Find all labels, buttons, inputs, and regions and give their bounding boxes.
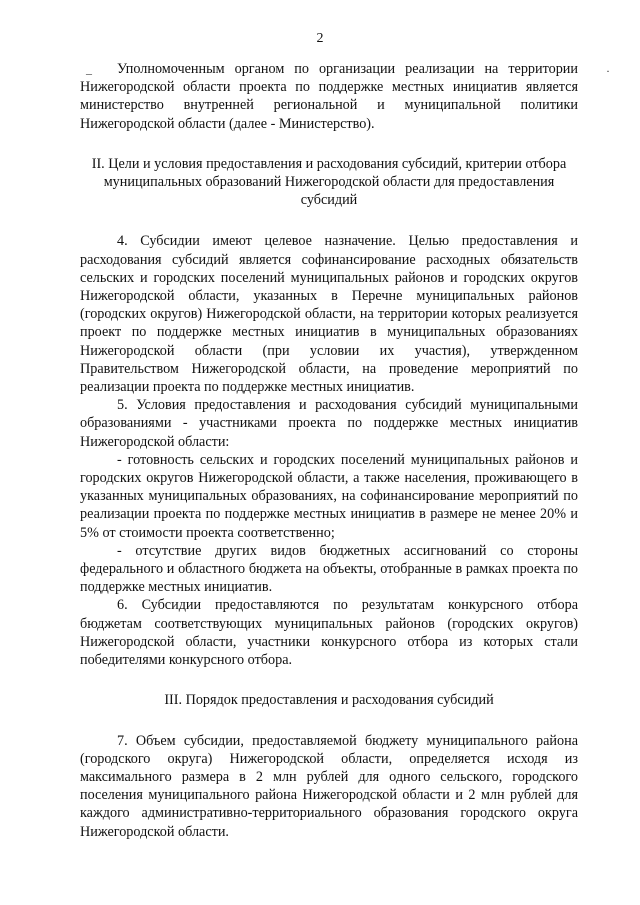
paragraph-5-item-1: - готовность сельских и городских поселений муниципальных районов и городских округов Нижегородской области, а также населения, проживающего в указанных муниципальных образованиях, на софинансирование мероприятий по реализации проекта по поддержке местных инициатив в размере не менее 20% и 5% от стоимости проекта соответственно; xyxy=(80,451,578,541)
paragraph-5: 5. Условия предоставления и расходования субсидий муниципальными образованиями - участниками проекта по поддержке местных инициатив Нижегородской области: xyxy=(80,397,578,450)
section-heading-2: II. Цели и условия предоставления и расходования субсидий, критерии отбора муниципальных образований Нижегородской области для предоставления субсидий xyxy=(91,155,567,209)
scan-mark: – xyxy=(86,66,92,80)
page-number: 2 xyxy=(316,31,324,46)
scan-mark: · xyxy=(606,64,610,78)
paragraph-5-item-2: - отсутствие других видов бюджетных ассигнований со стороны федерального и областного бюджета на объекты, отобранные в рамках проекта по поддержке местных инициатив. xyxy=(80,542,578,596)
paragraph-6: 6. Субсидии предоставляются по результатам конкурсного отбора бюджетам соответствующих муниципальных районов (городских округов) Нижегородской области, участники конкурсного отбора из которых стали победителями конкурсного отбора. xyxy=(80,597,578,669)
paragraph-4: 4. Субсидии имеют целевое назначение. Целью предоставления и расходования субсидий является софинансирование расходных обязательств сельских и городских поселений муниципальных районов и городских округов Нижегородской области, указанных в Перечне муниципальных районов (городских округов) Нижегородской области, на территории которых реализуется проект по поддержке местных инициатив в муниципальных образованиях Нижегородской области (при условии их участия), утвержденном Правительством Нижегородской области, на проведение мероприятий по реализации проекта по поддержке местных инициатив. xyxy=(80,233,578,396)
paragraph-7: 7. Объем субсидии, предоставляемой бюджету муниципального района (городского округа) Нижегородской области, определяется исходя из максимального размера в 2 млн рублей для одного сельского, городского поселения муниципального района Нижегородской области и 2 млн рублей для каждого административно-территориального образования городского округа Нижегородской области. xyxy=(80,732,578,840)
document-body xyxy=(80,60,578,841)
section-heading-3: III. Порядок предоставления и расходования субсидий xyxy=(164,692,494,709)
paragraph-authorized-body: Уполномоченным органом по организации реализации на территории Нижегородской области проекта по поддержке местных инициатив является министерство внутренней региональной и муниципальной политики Нижегородской области (далее - Министерство). xyxy=(80,61,578,132)
